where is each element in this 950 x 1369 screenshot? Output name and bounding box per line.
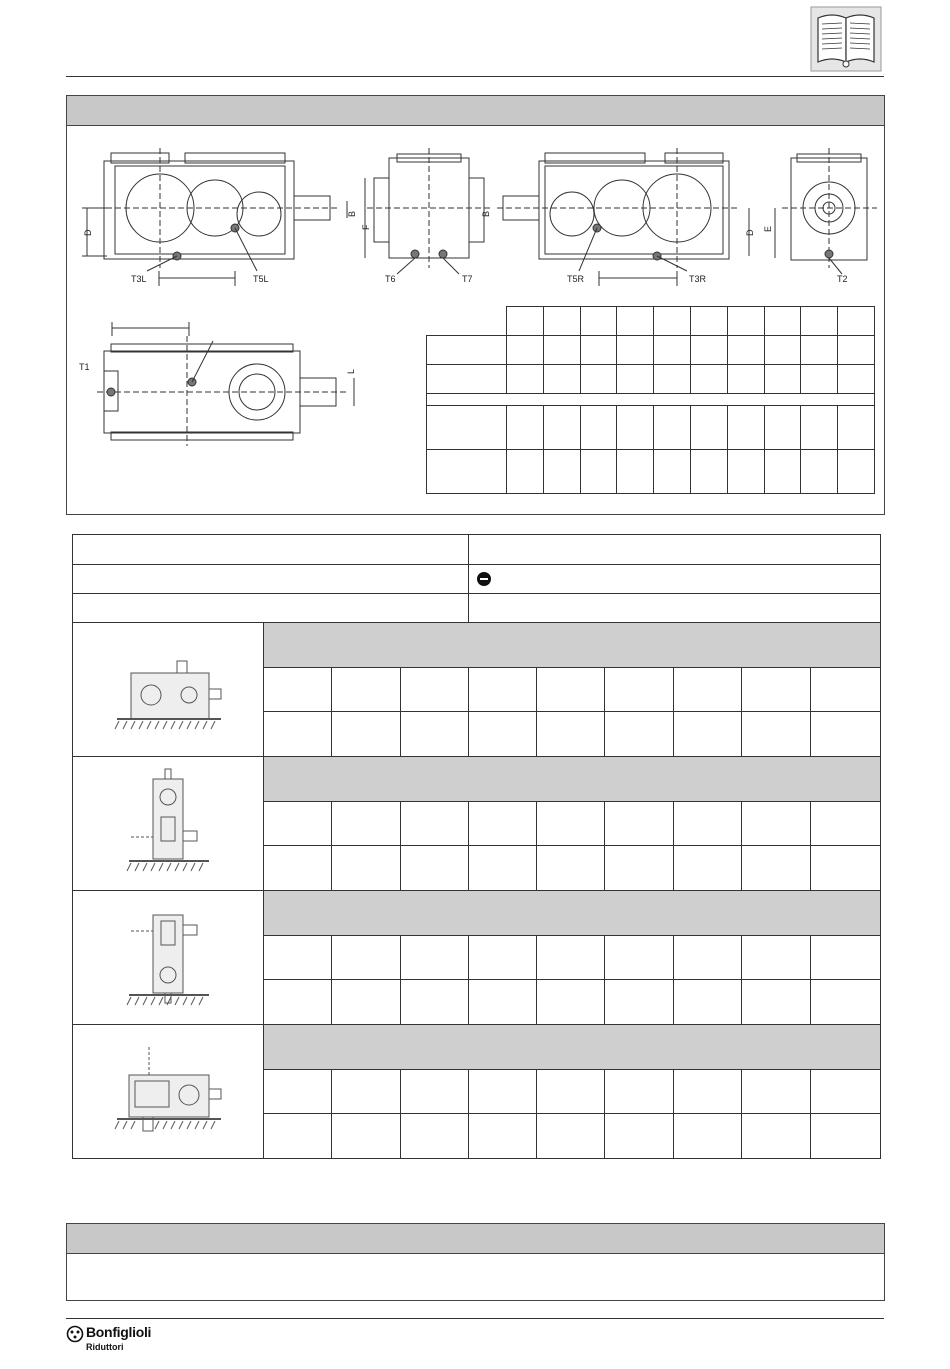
gearbox-front-view-right xyxy=(497,148,749,286)
mounting-position-vertical-down-icon xyxy=(73,757,262,885)
label-t6: T6 xyxy=(385,274,396,284)
mounting-position-horizontal-top-icon xyxy=(73,1025,262,1153)
mounting-position-3-cell xyxy=(73,891,264,1025)
mounting-row-4-header xyxy=(73,1025,881,1070)
label-f: F xyxy=(361,224,371,230)
mounting-row-2-header xyxy=(73,757,881,802)
gearbox-end-view xyxy=(775,148,877,274)
label-t3l: T3L xyxy=(131,274,147,284)
label-t5r: T5R xyxy=(567,274,585,284)
gearbox-side-view xyxy=(365,148,492,274)
open-book-icon xyxy=(810,6,882,72)
label-e: E xyxy=(763,225,773,232)
header-rule xyxy=(66,76,884,77)
footer-rule xyxy=(66,1318,884,1319)
label-t1: T1 xyxy=(79,362,90,372)
mounting-position-vertical-up-icon xyxy=(73,891,262,1019)
lube-row-3 xyxy=(73,594,881,623)
gearbox-top-view xyxy=(97,322,354,446)
mounting-row-3-header xyxy=(73,891,881,936)
label-t7: T7 xyxy=(462,274,473,284)
mounting-position-1-cell xyxy=(73,623,264,757)
label-d-right: D xyxy=(745,229,755,236)
brand-subtitle: Riduttori xyxy=(86,1342,124,1352)
mounting-position-2-cell xyxy=(73,757,264,891)
lubrication-table xyxy=(72,534,881,1159)
mounting-position-horizontal-icon xyxy=(73,623,262,751)
dimension-table xyxy=(426,306,875,494)
gearbox-front-view-left xyxy=(82,148,347,286)
brand-name: Bonfiglioli xyxy=(86,1324,152,1340)
lube-row-2 xyxy=(73,565,881,594)
bonfiglioli-logo-icon xyxy=(66,1325,84,1343)
label-t3r: T3R xyxy=(689,274,707,284)
no-entry-icon xyxy=(477,572,491,586)
label-t5l: T5L xyxy=(253,274,269,284)
label-d-left: D xyxy=(83,229,93,236)
lube-row-1 xyxy=(73,535,881,565)
mounting-row-1-header xyxy=(73,623,881,668)
notes-panel xyxy=(66,1223,885,1301)
brand-logo xyxy=(66,1324,176,1356)
label-b-right: B xyxy=(481,210,491,217)
label-l: L xyxy=(346,368,356,374)
drawing-panel xyxy=(66,95,885,515)
notes-title-bar xyxy=(67,1224,884,1254)
label-t2: T2 xyxy=(837,274,848,284)
label-b-left: B xyxy=(347,210,357,217)
mounting-position-4-cell xyxy=(73,1025,264,1159)
